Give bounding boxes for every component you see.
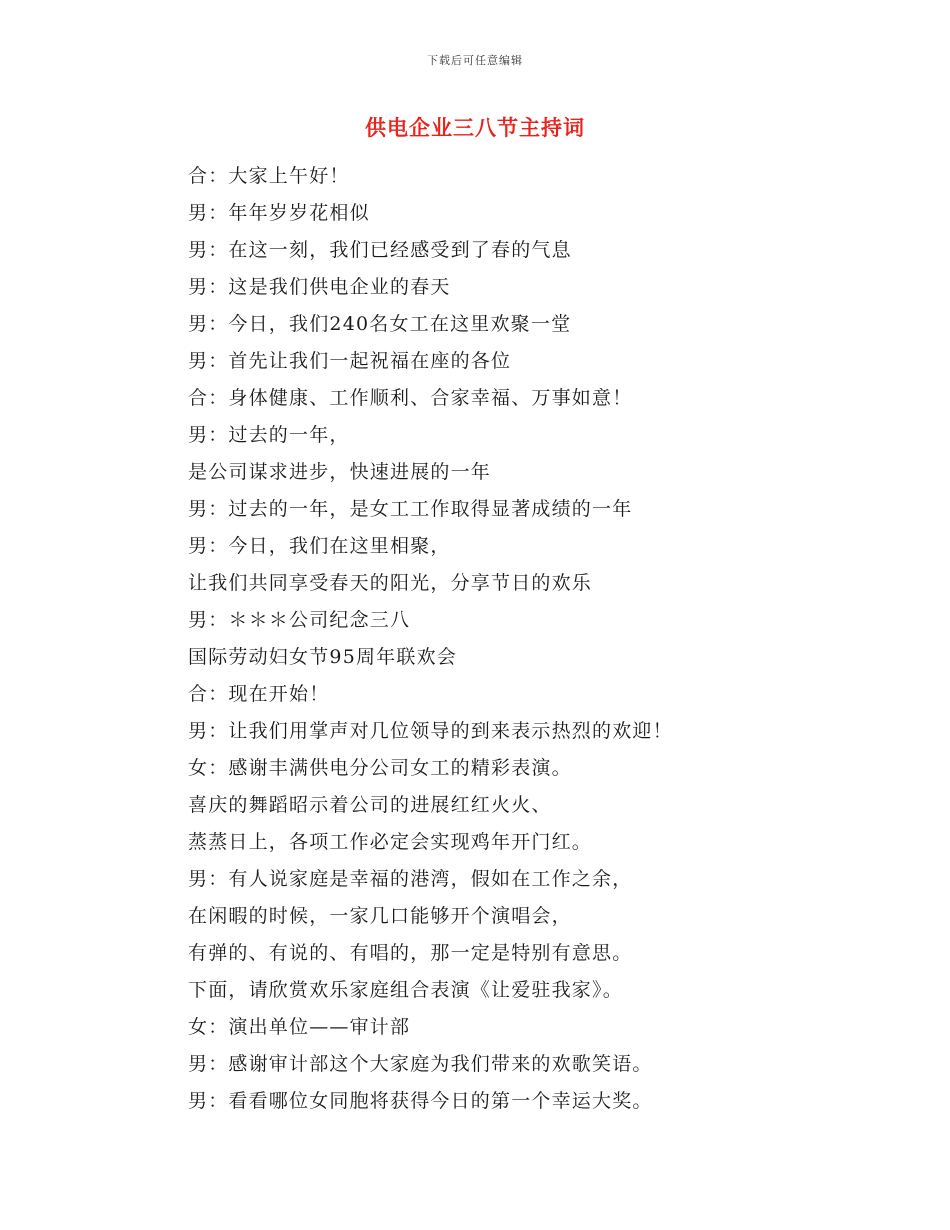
script-line: 男：让我们用掌声对几位领导的到来表示热烈的欢迎！	[188, 720, 673, 742]
script-line: 男：看看哪位女同胞将获得今日的第一个幸运大奖。	[188, 1090, 653, 1112]
page-header-note: 下载后可任意编辑	[427, 54, 523, 67]
script-line: 喜庆的舞蹈昭示着公司的进展红红火火、	[188, 794, 552, 816]
script-line: 男：有人说家庭是幸福的港湾，假如在工作之余，	[188, 868, 633, 890]
script-line: 男：＊＊＊公司纪念三八	[188, 609, 411, 631]
script-lines	[188, 158, 808, 1120]
script-line: 在闲暇的时候，一家几口能够开个演唱会，	[188, 905, 572, 927]
script-line: 男：今日，我们在这里相聚，	[188, 535, 451, 557]
script-line: 合：现在开始！	[188, 683, 330, 705]
script-line: 男：过去的一年，	[188, 424, 350, 446]
script-line: 男：年年岁岁花相似	[188, 202, 370, 224]
script-line: 女：演出单位——审计部	[188, 1016, 411, 1038]
script-line: 男：感谢审计部这个大家庭为我们带来的欢歌笑语。	[188, 1053, 653, 1075]
script-line: 男：今日，我们240名女工在这里欢聚一堂	[188, 313, 572, 335]
script-line: 下面，请欣赏欢乐家庭组合表演《让爱驻我家》。	[188, 979, 623, 1001]
document-title: 供电企业三八节主持词	[365, 116, 585, 140]
script-line: 男：首先让我们一起祝福在座的各位	[188, 350, 512, 372]
script-line: 有弹的、有说的、有唱的，那一定是特别有意思。	[188, 942, 633, 964]
script-line: 国际劳动妇女节95周年联欢会	[188, 646, 457, 668]
script-line: 让我们共同享受春天的阳光，分享节日的欢乐	[188, 572, 593, 594]
script-line: 男：在这一刻，我们已经感受到了春的气息	[188, 239, 572, 261]
script-line: 男：这是我们供电企业的春天	[188, 276, 451, 298]
script-line: 合：大家上午好！	[188, 165, 350, 187]
script-line: 女：感谢丰满供电分公司女工的精彩表演。	[188, 757, 572, 779]
script-line: 蒸蒸日上，各项工作必定会实现鸡年开门红。	[188, 831, 593, 853]
script-line: 是公司谋求进步，快速进展的一年	[188, 461, 492, 483]
script-line: 合：身体健康、工作顺利、合家幸福、万事如意！	[188, 387, 633, 409]
script-line: 男：过去的一年，是女工工作取得显著成绩的一年	[188, 498, 633, 520]
